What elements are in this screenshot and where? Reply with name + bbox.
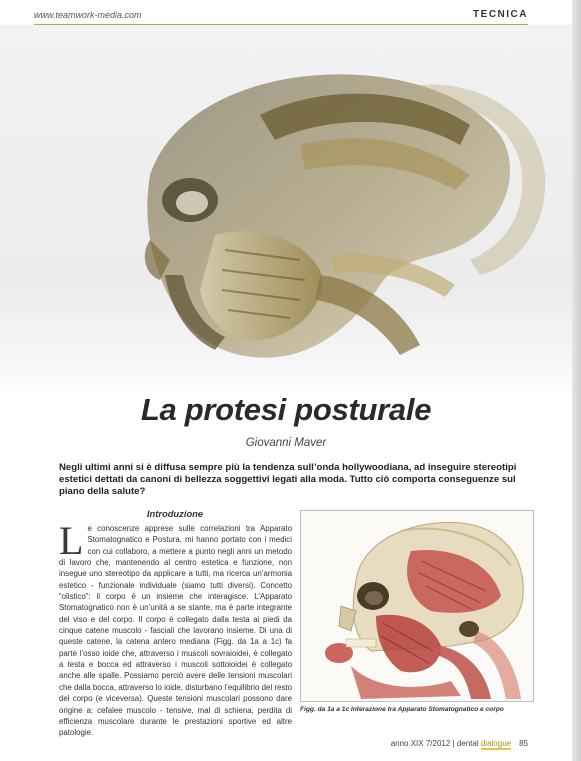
article-title: La protesi posturale <box>140 392 432 427</box>
body-column <box>59 518 292 739</box>
body-text: e conoscenze apprese sulle correlazioni tra Apparato Stomatognatico e Postura, mi hanno portato con i medici con cui collaboro, a mettere a punto negli anni un metodo di lavoro che, mantenendo al centro estetica e funzione, non insegue uno stereotipo da applicare a tutti, ma ricerca un’armonia estetico - funzionale individuale (siamo tutti diversi). Concetto “olistico”: il corpo è un insieme che interagisce. L’Apparato Stomatognatico non è un’unità a se stante, ma è parte integrante del viso e del corpo. Il corpo è collegato dalla testa ai piedi da cinque catene muscolo - fasciali che lavorano insieme. Di una di queste catene, la catena antero mediana (Figg. da 1a a 1c) fa parte l’osso ioide che, attraverso i muscoli sovraioidei, è collegato a testa e bocca ed attraverso i muscoli sottoioidei è collegato anche alle spalle. Possiamo perciò avere delle tensioni muscolari che dalla bocca, attraverso lo ioide, disturbano l’equilibrio del resto del corpo (e viceversa). Queste tensioni muscolari possono dare origine a: cefalee muscolo - tensive, mal di schiena, perdita di efficienza muscolare durante le prestazioni sportive ed altre patologie. <box>59 524 292 738</box>
section-heading-introduzione: Introduzione <box>146 508 204 519</box>
hero-skull-artwork <box>0 25 572 395</box>
article-lead: Negli ultimi anni si è diffusa sempre più la tendenza sull’onda hollywoodiana, ad inseguire stereotipi estetici dettati da canoni di bellezza soggettivi legati alla moda. Tutto ciò comporta conseguenze sul piano della salute? <box>59 462 517 498</box>
page-footer <box>391 739 528 748</box>
figure-caption: Figg. da 1a a 1c Interazione tra Apparato Stomatognatico e corpo <box>300 706 504 713</box>
hero-anatomy-illustration <box>0 25 572 395</box>
page-edge-shadow <box>572 0 581 761</box>
drop-cap: L <box>59 518 84 563</box>
footer-issue: anno XIX 7/2012 | dental <box>390 739 481 748</box>
figure-skull-muscles <box>300 510 534 702</box>
article-author: Giovanni Maver <box>245 437 327 449</box>
header-url[interactable]: www.teamwork-media.com <box>34 10 142 20</box>
header-section-label: TECNICA <box>473 9 528 20</box>
page-number: 85 <box>519 739 528 748</box>
footer-brand: dialogue <box>480 739 512 748</box>
figure-illustration <box>301 511 533 701</box>
